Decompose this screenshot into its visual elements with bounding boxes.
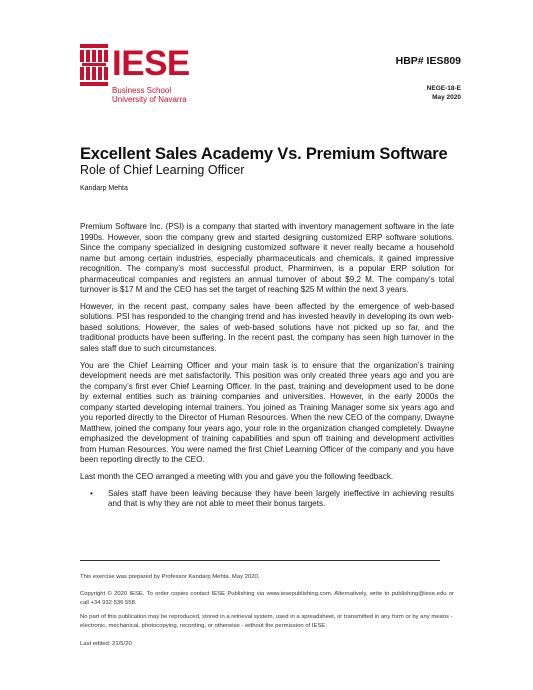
footer-rights: No part of this publication may be reproduced, stored in a retrieval system, used in a spreadsheet, or transmitted in any form or by any means - electronic, mechanical, photocopying, recording, or otherwise - without the permission of IESE. [80,614,453,629]
paragraph: You are the Chief Learning Officer and your main task is to ensure that the organization’s training development needs are met satisfactorily. This position was only created three years ago and you are the company’s first ever Chief Learning Officer. In the past, training and development used to be done by external entities such as training companies and universities. However, in the early 2000s the company started developing internal trainers. You joined as Training Manager some six years ago and you reported directly to the Director of Human Resources. When the new CEO of the company, Dwayne Matthew, joined the company four years ago, your role in the organization changed completely. Dwayne emphasized the development of training capabilities and spun off training and development activities from Human Resources. You were named the first Chief Learning Officer of the company and you have been reporting directly to the CEO. [80,360,454,465]
paragraph: Premium Software Inc. (PSI) is a company that started with inventory management software in the late 1990s. However, soon the company grew and started designing customized ERP software solutions. Since the company specialized in designing customized software it never really became a household name but among certain industries, especially pharmaceuticals and chemicals, it gained impressive recognition. The company’s most successful product, Pharminven, is a popular ERP solution for pharmaceutical companies and registers an annual turnover of about $9.2 M. The company’s total turnover is $17 M and the CEO has set the target of reaching $25 M within the next 3 years. [80,222,454,295]
document-code-block [427,84,461,102]
iese-logo [80,44,190,106]
logo-school-name: Business School [112,86,172,95]
logo-wordmark: IESE [112,44,190,83]
bullet-text: Sales staff have been leaving because they have been largely ineffective in achieving results and that is why they are not able to meet their bonus targets. [108,488,454,509]
logo-university-name: University of Navarra [112,95,187,104]
iese-shield-icon [80,44,110,86]
bullet-icon: • [90,488,93,498]
paragraph: Last month the CEO arranged a meeting with you and gave you the following feedback. [80,472,394,482]
footer-copyright: Copyright © 2020 IESE. To order copies contact IESE Publishing via www.iesepublishing.com. Alternatively, write to publishing@iese.edu or call +34 932 536 558. [80,591,454,606]
document-title: Excellent Sales Academy Vs. Premium Software [80,145,448,163]
document-author: Kandarp Mehta [80,185,128,192]
document-date: May 2020 [432,94,461,101]
document-body [80,222,454,510]
document-subtitle: Role of Chief Learning Officer [80,163,245,177]
footer-divider [80,560,440,561]
document-code: NEGE-18-E [426,85,461,92]
paragraph: However, in the recent past, company sales have been affected by the emergence of web-based solutions. PSI has responded to the changing trend and has invested heavily in developing its own web-based solutions. However, the sales of web-based solutions have not picked up so far, and the traditional products have been suffering. In the recent past, the company has seen high turnover in the sales staff due to such circumstances. [80,301,454,354]
bullet-item [90,489,454,510]
footer-prepared: This exercise was prepared by Professor Kandarp Mehta. May 2020. [80,574,260,580]
hbp-number: HBP# IES809 [395,55,461,67]
footer-last-edited: Last edited: 21/5/20 [80,641,132,647]
